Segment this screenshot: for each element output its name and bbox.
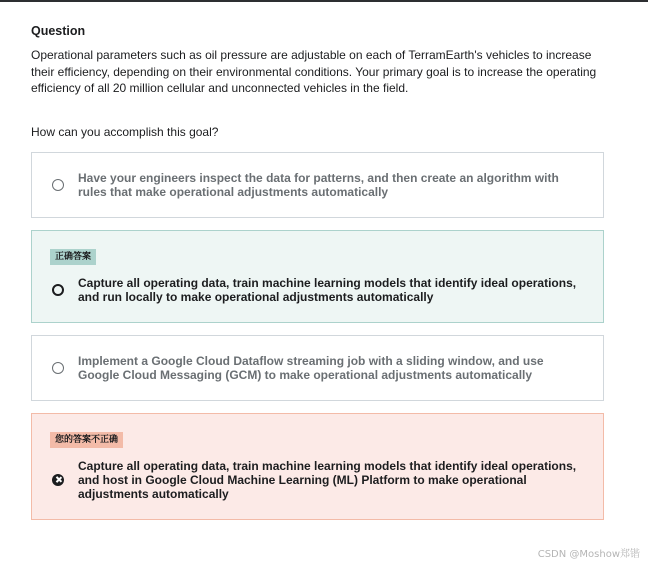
answer-option-text: Capture all operating data, train machine learning models that identify ideal operations, and host in Google Cloud Machine Learning (ML) Platform to make operational adjustments automatically: [78, 458, 577, 501]
question-heading: Question: [31, 24, 86, 38]
watermark: CSDN @Moshow郑锴: [537, 549, 640, 560]
answer-option-1[interactable]: [31, 152, 604, 218]
radio-unselected-icon[interactable]: [52, 284, 64, 296]
answer-option-2-correct[interactable]: [31, 230, 604, 323]
answer-option-text: Have your engineers inspect the data for patterns, and then create an algorithm with rules that make operational adjustments automatically: [78, 170, 559, 199]
answer-option-3[interactable]: [31, 335, 604, 401]
radio-unselected-icon[interactable]: [52, 362, 64, 374]
question-prompt: How can you accomplish this goal?: [31, 124, 219, 139]
correct-answer-badge: 正确答案: [50, 249, 96, 265]
answer-option-4-incorrect[interactable]: [31, 413, 604, 520]
question-panel: [31, 24, 606, 532]
top-border: [0, 0, 648, 2]
question-text: Operational parameters such as oil pressure are adjustable on each of TerramEarth's vehicles to increase their efficiency, depending on their environmental conditions. Your primary goal is to increase the operating efficiency of all 20 million cellular and unconnected vehicles in the field.: [31, 48, 597, 95]
radio-unselected-icon[interactable]: [52, 179, 64, 191]
answer-option-text: Capture all operating data, train machine learning models that identify ideal operations, and run locally to make operational adjustments automatically: [78, 275, 577, 304]
radio-wrong-x-icon[interactable]: [52, 474, 64, 486]
incorrect-answer-badge: 您的答案不正确: [50, 432, 123, 448]
answer-option-text: Implement a Google Cloud Dataflow streaming job with a sliding window, and use Google Cloud Messaging (GCM) to make operational adjustments automatically: [78, 353, 544, 382]
